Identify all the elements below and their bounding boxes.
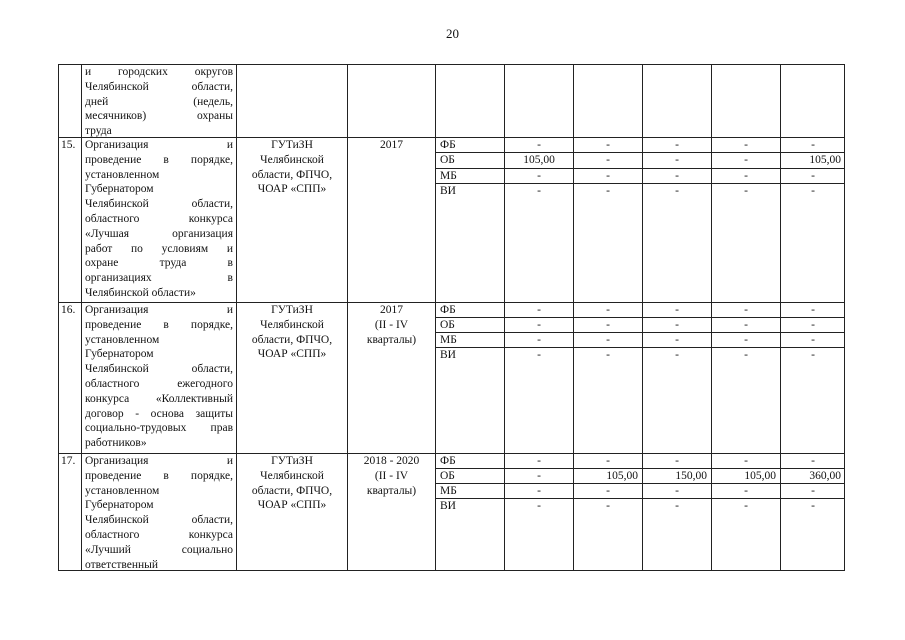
- value-cell: -: [811, 139, 815, 151]
- text-line: «Лучший социально: [85, 543, 233, 556]
- source-label: МБ: [440, 485, 457, 497]
- text-line: Губернатором: [85, 499, 154, 512]
- text-line: ГУТиЗН: [271, 455, 313, 467]
- source-label: МБ: [440, 170, 457, 182]
- period: [348, 303, 435, 347]
- text-line: Челябинской области»: [85, 286, 196, 299]
- period: [348, 454, 435, 498]
- text-line: проведение в порядке,: [85, 153, 233, 166]
- value-cell: 105,00: [523, 154, 555, 166]
- value-cell: -: [811, 185, 815, 197]
- executor: [237, 138, 347, 197]
- text-line: Челябинской области,: [85, 198, 233, 211]
- measure-description: [85, 303, 233, 451]
- text-line: (II - IV: [374, 318, 409, 331]
- text-line: ГУТиЗН: [271, 304, 313, 316]
- value-cell: -: [744, 334, 748, 346]
- value-cell: -: [537, 185, 541, 197]
- row-number: 15.: [61, 139, 76, 151]
- value-cell: -: [744, 304, 748, 316]
- text-line: установленном: [85, 484, 160, 497]
- text-line: ГУТиЗН: [271, 139, 313, 151]
- text-line: работников»: [85, 437, 147, 450]
- text-line: Челябинской области,: [85, 514, 233, 527]
- text-line: установленном: [85, 333, 160, 346]
- value-cell: -: [606, 139, 610, 151]
- source-label: ОБ: [440, 154, 455, 166]
- value-cell: -: [811, 500, 815, 512]
- page-number: 20: [446, 26, 459, 41]
- value-cell: -: [675, 455, 679, 467]
- source-label: ФБ: [440, 304, 456, 316]
- source-label: ВИ: [440, 349, 456, 361]
- value-cell: -: [675, 349, 679, 361]
- source-label: ФБ: [440, 139, 456, 151]
- value-cell: -: [744, 349, 748, 361]
- value-cell: -: [606, 500, 610, 512]
- value-cell: -: [675, 334, 679, 346]
- row-number: 17.: [61, 455, 76, 467]
- continuation-text: [85, 65, 233, 139]
- source-label: ОБ: [440, 319, 455, 331]
- value-cell: -: [744, 154, 748, 166]
- value-cell: 105,00: [809, 154, 841, 166]
- value-cell: -: [811, 304, 815, 316]
- value-cell: -: [537, 500, 541, 512]
- text-line: установленном: [85, 168, 160, 181]
- text-line: проведение в порядке,: [85, 318, 233, 331]
- value-cell: -: [675, 319, 679, 331]
- value-cell: -: [811, 455, 815, 467]
- period: [348, 138, 435, 153]
- text-line: кварталы): [366, 333, 417, 346]
- value-cell: -: [675, 500, 679, 512]
- text-line: «Лучшая организация: [85, 227, 233, 240]
- text-line: и городских округов: [85, 66, 233, 78]
- text-line: Челябинской: [260, 469, 324, 482]
- value-cell: -: [537, 139, 541, 151]
- value-cell: 150,00: [675, 470, 707, 482]
- text-line: охране труда в: [85, 257, 233, 270]
- text-line: труда: [85, 125, 112, 138]
- value-cell: -: [675, 139, 679, 151]
- value-cell: -: [606, 154, 610, 166]
- text-line: проведение в порядке,: [85, 469, 233, 482]
- measure-description: [85, 454, 233, 572]
- source-label: МБ: [440, 334, 457, 346]
- source-label: ВИ: [440, 185, 456, 197]
- text-line: ЧОАР «СПП»: [257, 348, 327, 361]
- value-cell: -: [606, 304, 610, 316]
- text-line: ЧОАР «СПП»: [257, 499, 327, 512]
- text-line: Организация и: [85, 455, 233, 467]
- value-cell: -: [537, 334, 541, 346]
- value-cell: -: [675, 154, 679, 166]
- text-line: (II - IV: [374, 469, 409, 482]
- text-line: ЧОАР «СПП»: [257, 183, 327, 196]
- value-cell: -: [675, 304, 679, 316]
- measure-description: [85, 138, 233, 301]
- value-cell: -: [537, 170, 541, 182]
- text-line: работ по условиям и: [85, 242, 233, 255]
- value-cell: -: [811, 334, 815, 346]
- source-label: ФБ: [440, 455, 456, 467]
- value-cell: -: [537, 485, 541, 497]
- text-line: Челябинской области,: [85, 80, 233, 93]
- value-cell: -: [537, 319, 541, 331]
- value-cell: -: [675, 485, 679, 497]
- text-line: ответственный: [85, 558, 159, 571]
- value-cell: -: [537, 349, 541, 361]
- text-line: областного ежегодного: [85, 377, 233, 390]
- text-line: дней (недель,: [85, 95, 233, 108]
- text-line: Челябинской: [260, 318, 324, 331]
- executor: [237, 303, 347, 362]
- value-cell: -: [744, 170, 748, 182]
- row-number: 16.: [61, 304, 76, 316]
- value-cell: -: [811, 485, 815, 497]
- text-line: организациях в: [85, 272, 233, 285]
- executor: [237, 454, 347, 513]
- text-line: кварталы): [366, 484, 417, 497]
- value-cell: -: [606, 170, 610, 182]
- text-line: конкурса «Коллективный: [85, 392, 233, 405]
- value-cell: -: [744, 455, 748, 467]
- text-line: области, ФПЧО,: [251, 168, 333, 181]
- text-line: месячников) охраны: [85, 110, 233, 123]
- value-cell: -: [744, 319, 748, 331]
- value-cell: -: [744, 485, 748, 497]
- text-line: договор - основа защиты: [85, 407, 233, 420]
- value-cell: -: [606, 485, 610, 497]
- text-line: области, ФПЧО,: [251, 484, 333, 497]
- value-cell: -: [675, 185, 679, 197]
- value-cell: -: [744, 139, 748, 151]
- text-line: социально-трудовых прав: [85, 422, 233, 435]
- value-cell: -: [606, 349, 610, 361]
- text-line: областного конкурса: [85, 212, 233, 225]
- source-label: ОБ: [440, 470, 455, 482]
- text-line: Губернатором: [85, 183, 154, 196]
- value-cell: -: [537, 304, 541, 316]
- budget-table: [58, 64, 845, 571]
- value-cell: -: [606, 455, 610, 467]
- value-cell: 360,00: [809, 470, 841, 482]
- value-cell: -: [606, 319, 610, 331]
- value-cell: 105,00: [606, 470, 638, 482]
- value-cell: -: [811, 349, 815, 361]
- value-cell: -: [606, 185, 610, 197]
- text-line: областного конкурса: [85, 528, 233, 541]
- text-line: 2017: [380, 304, 403, 316]
- text-line: 2017: [380, 139, 403, 151]
- value-cell: -: [744, 500, 748, 512]
- value-cell: -: [537, 455, 541, 467]
- value-cell: -: [675, 170, 679, 182]
- text-line: Челябинской области,: [85, 363, 233, 376]
- value-cell: -: [537, 470, 541, 482]
- value-cell: 105,00: [744, 470, 776, 482]
- value-cell: -: [811, 170, 815, 182]
- text-line: области, ФПЧО,: [251, 333, 333, 346]
- text-line: 2018 - 2020: [363, 455, 420, 467]
- value-cell: -: [606, 334, 610, 346]
- value-cell: -: [744, 185, 748, 197]
- value-cell: -: [811, 319, 815, 331]
- text-line: Организация и: [85, 304, 233, 316]
- text-line: Губернатором: [85, 348, 154, 361]
- text-line: Организация и: [85, 139, 233, 151]
- text-line: Челябинской: [260, 153, 324, 166]
- source-label: ВИ: [440, 500, 456, 512]
